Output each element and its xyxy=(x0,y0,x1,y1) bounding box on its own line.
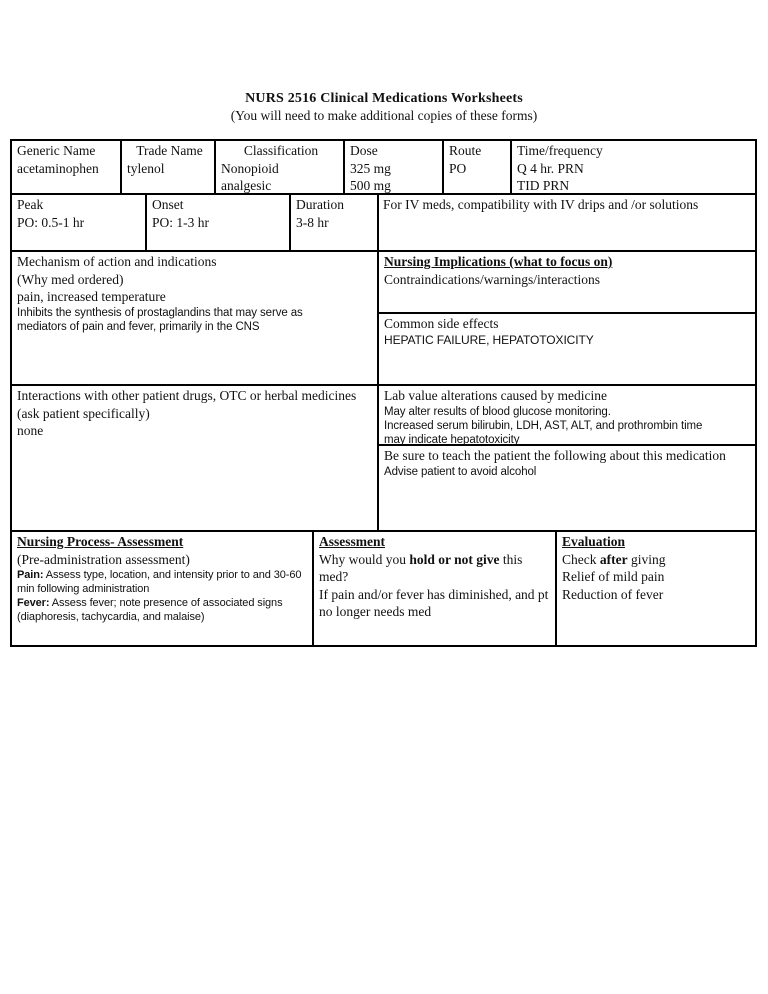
assessment-question-bold: hold or not give xyxy=(409,551,500,567)
generic-name-label: Generic Name xyxy=(17,143,96,158)
pain-text: Assess type, location, and intensity prior to and 30-60 min following administration xyxy=(17,569,302,595)
classification-value-line2: analgesic xyxy=(221,178,272,193)
side-effects-heading: Common side effects xyxy=(384,316,499,331)
side-effects-cell xyxy=(379,314,755,348)
mechanism-subheading: (Why med ordered) xyxy=(17,271,124,287)
row-mechanism-implications xyxy=(12,250,755,384)
dose-value-line2: 500 mg xyxy=(350,178,391,193)
nursing-implications-cell xyxy=(379,252,755,314)
nursing-implications-body: Contraindications/warnings/interactions xyxy=(384,271,600,287)
patient-teaching-cell xyxy=(379,446,755,479)
interactions-cell xyxy=(12,386,377,530)
lab-values-line1: May alter results of blood glucose monitoring. xyxy=(384,405,611,418)
lab-teaching-column xyxy=(377,386,755,530)
patient-teaching-heading: Be sure to teach the patient the following about this medication xyxy=(384,448,726,463)
fever-text: Assess fever; note presence of associated signs (diaphoresis, tachycardia, and malaise) xyxy=(17,597,283,623)
trade-name-value: tylenol xyxy=(127,160,165,176)
generic-name-cell xyxy=(12,141,120,193)
patient-teaching-body: Advise patient to avoid alcohol xyxy=(384,465,537,478)
onset-value: PO: 1-3 hr xyxy=(152,214,209,230)
trade-name-cell xyxy=(120,141,214,193)
time-frequency-label: Time/frequency xyxy=(517,143,603,158)
route-cell xyxy=(442,141,510,193)
lab-values-line2: Increased serum bilirubin, LDH, AST, ALT, and prothrombin time xyxy=(384,419,703,432)
lab-values-line3: may indicate hepatotoxicity xyxy=(384,433,520,446)
evaluation-check-bold: after xyxy=(599,551,628,567)
evaluation-check-prefix: Check xyxy=(562,551,600,567)
fever-label: Fever: xyxy=(17,597,50,609)
row-identity xyxy=(12,141,755,193)
classification-value-line1: Nonopioid xyxy=(221,160,279,176)
evaluation-cell xyxy=(555,532,755,645)
evaluation-check-suffix: giving xyxy=(627,551,666,567)
mechanism-heading: Mechanism of action and indications xyxy=(17,254,217,269)
row-interactions-lab xyxy=(12,384,755,530)
onset-label: Onset xyxy=(152,197,184,212)
assessment-question xyxy=(319,551,553,586)
time-frequency-value-line1: Q 4 hr. PRN xyxy=(517,160,584,176)
peak-label: Peak xyxy=(17,197,44,212)
mechanism-cell xyxy=(12,252,377,384)
row-kinetics xyxy=(12,193,755,250)
interactions-heading: Interactions with other patient drugs, OTC or herbal medicines (ask patient specifically) xyxy=(17,388,357,421)
time-frequency-value-line2: TID PRN xyxy=(517,178,570,193)
assessment-answer: If pain and/or fever has diminished, and pt no longer needs med xyxy=(319,586,549,619)
dose-cell xyxy=(343,141,442,193)
route-label: Route xyxy=(449,143,482,158)
medication-table xyxy=(10,139,757,647)
interactions-body: none xyxy=(17,423,44,438)
classification-cell xyxy=(214,141,343,193)
evaluation-line3: Reduction of fever xyxy=(562,586,664,602)
pain-assessment-text xyxy=(17,568,310,596)
onset-cell xyxy=(145,195,289,250)
mechanism-detail-line2: mediators of pain and fever, primarily in the CNS xyxy=(17,320,260,333)
nursing-implications-heading: Nursing Implications (what to focus on) xyxy=(384,254,613,269)
page-subtitle: (You will need to make additional copies of these forms) xyxy=(230,108,538,123)
fever-assessment-text xyxy=(17,596,310,624)
classification-label: Classification xyxy=(243,143,319,158)
iv-compatibility-note: For IV meds, compatibility with IV drips and /or solutions xyxy=(383,197,699,212)
iv-compatibility-cell xyxy=(377,195,755,250)
trade-name-label: Trade Name xyxy=(136,143,203,158)
evaluation-heading: Evaluation xyxy=(562,534,626,549)
time-frequency-cell xyxy=(510,141,755,193)
evaluation-check-line xyxy=(562,551,753,569)
duration-value: 3-8 hr xyxy=(296,214,329,230)
pain-label: Pain: xyxy=(17,569,44,581)
dose-label: Dose xyxy=(350,143,378,158)
peak-cell xyxy=(12,195,145,250)
assessment-heading: Assessment xyxy=(319,534,385,549)
implications-column xyxy=(377,252,755,384)
dose-value-line1: 325 mg xyxy=(350,160,391,176)
mechanism-detail-line1: Inhibits the synthesis of prostaglandins that may serve as xyxy=(17,306,303,319)
nursing-process-subheading: (Pre-administration assessment) xyxy=(17,551,190,567)
evaluation-line2: Relief of mild pain xyxy=(562,569,665,584)
assessment-question-prefix: Why would you xyxy=(319,551,410,567)
side-effects-body: HEPATIC FAILURE, HEPATOTOXICITY xyxy=(384,332,594,347)
duration-cell xyxy=(289,195,377,250)
lab-values-heading: Lab value alterations caused by medicine xyxy=(384,388,608,403)
peak-value: PO: 0.5-1 hr xyxy=(17,214,85,230)
assessment-question-suffix: this med? xyxy=(319,551,523,584)
nursing-process-cell xyxy=(12,532,312,645)
generic-name-value: acetaminophen xyxy=(17,160,99,176)
row-assessment-evaluation xyxy=(12,530,755,645)
page-title: NURS 2516 Clinical Medications Worksheets xyxy=(245,91,523,106)
route-value: PO xyxy=(449,160,467,176)
nursing-process-heading: Nursing Process- Assessment xyxy=(17,534,184,549)
duration-label: Duration xyxy=(296,197,344,212)
assessment-cell xyxy=(312,532,555,645)
lab-values-cell xyxy=(379,386,755,446)
mechanism-indication: pain, increased temperature xyxy=(17,289,166,304)
